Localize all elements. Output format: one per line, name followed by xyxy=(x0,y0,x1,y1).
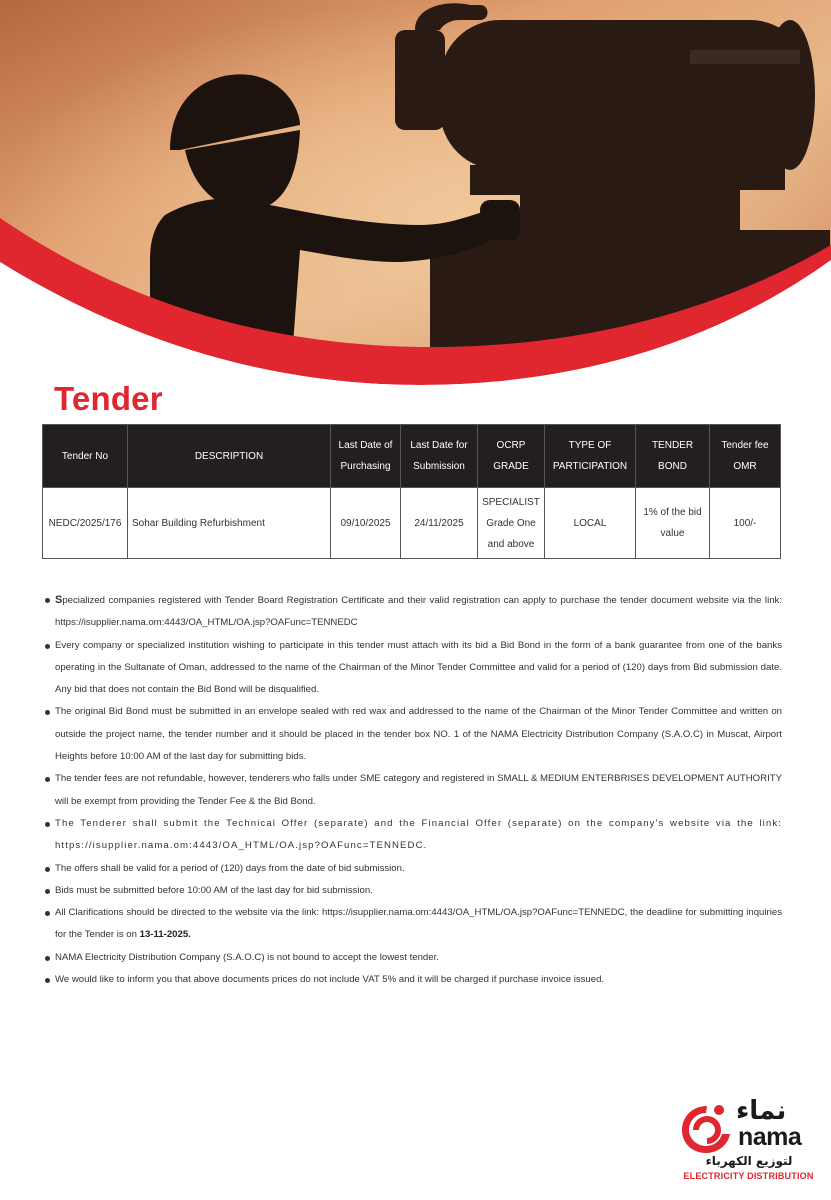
header-tender-no: Tender No xyxy=(43,425,128,488)
header-last-date-submission: Last Date for Submission xyxy=(401,425,478,488)
note-item-deadline: Bids must be submitted before 10:00 AM of the last day for bid submission. xyxy=(42,880,782,902)
banner-photo xyxy=(0,0,831,385)
cell-type-of-participation: LOCAL xyxy=(545,488,636,559)
header-last-date-purchasing: Last Date of Purchasing xyxy=(331,425,401,488)
table-header-row xyxy=(43,425,781,488)
nama-logo xyxy=(676,1096,821,1186)
cell-ocrp-grade: SPECIALIST Grade One and above xyxy=(478,488,545,559)
note-item-bid-bond: Every company or specialized institution wishing to participate in this tender must attach with its bid a Bid Bond in the form of a bank guarantee from one of the banks operating in the Sultanate of Oman, addressed to the name of the Chairman of the Minor Tender Committee and valid for a period of (120) days from Bid submission date. Any bid that does not contain the Bid Bond will be disqualified. xyxy=(42,635,782,702)
cell-last-date-purchasing: 09/10/2025 xyxy=(331,488,401,559)
note-item-vat: We would like to inform you that above documents prices do not include VAT 5% and it will be charged if purchase invoice issued. xyxy=(42,969,782,991)
header-banner xyxy=(0,0,831,385)
header-type-of-participation: TYPE OF PARTICIPATION xyxy=(545,425,636,488)
note-item-clarifications xyxy=(42,902,782,947)
cell-tender-bond: 1% of the bid value xyxy=(636,488,710,559)
logo-english-name: nama xyxy=(738,1123,802,1151)
header-ocrp-grade: OCRP GRADE xyxy=(478,425,545,488)
header-tender-fee: Tender fee OMR xyxy=(710,425,781,488)
note-text: pecialized companies registered with Tender Board Registration Certificate and their valid registration can apply to purchase the tender document website via the link: https://isupplier.nama.om:4443/OA_HTML/OA.jsp?OAFunc=TENNEDC xyxy=(55,595,782,629)
cell-tender-fee: 100/- xyxy=(710,488,781,559)
header-description: DESCRIPTION xyxy=(128,425,331,488)
note-item-validity: The offers shall be valid for a period of (120) days from the date of bid submission. xyxy=(42,858,782,880)
tender-table xyxy=(42,424,781,559)
page-title: Tender xyxy=(54,380,163,417)
table-row xyxy=(43,488,781,559)
note-item-offers-submission: The Tenderer shall submit the Technical Offer (separate) and the Financial Offer (separate) on the company's website via the link: https://isupplier.nama.om:4443/OA_HTML/OA.jsp?OAFunc=TENNEDC. xyxy=(42,813,782,858)
cell-description: Sohar Building Refurbishment xyxy=(128,488,331,559)
logo-arabic-name: نماء xyxy=(736,1096,787,1126)
note-text: All Clarifications should be directed to the website via the link: https://isupplier.nama.om:4443/OA_HTML/OA.jsp?OAFunc=TENNEDC, the deadline for submitting inquiries for the Tender is on xyxy=(55,907,782,941)
logo-arabic-subtitle: لتوزيع الكهرباء xyxy=(705,1154,793,1168)
logo-subtitle: ELECTRICITY DISTRIBUTION xyxy=(683,1171,814,1181)
note-item-original-bid-bond: The original Bid Bond must be submitted in an envelope sealed with red wax and addressed to the name of the Chairman of the Minor Tender Committee and written on outside the project name, the tender number and it should be placed in the tender box NO. 1 of the NAMA Electricity Distribution Company (S.A.O.C) in Muscat, Airport Heights before 10:00 AM of the last day for submitting bids. xyxy=(42,701,782,768)
inquiry-deadline-date: 13-11-2025. xyxy=(139,929,191,941)
cell-last-date-submission: 24/11/2025 xyxy=(401,488,478,559)
header-tender-bond: TENDER BOND xyxy=(636,425,710,488)
note-item-lowest-tender: NAMA Electricity Distribution Company (S.A.O.C) is not bound to accept the lowest tender. xyxy=(42,947,782,969)
cell-tender-no: NEDC/2025/176 xyxy=(43,488,128,559)
note-initial: S xyxy=(55,594,63,606)
note-item-registration xyxy=(42,589,782,635)
nama-logo-icon xyxy=(678,1100,736,1158)
tender-notes-list xyxy=(42,589,782,991)
note-item-fees: The tender fees are not refundable, however, tenderers who falls under SME category and registered in SMALL & MEDIUM ENTERBRISES DEVELOPMENT AUTHORITY will be exempt from providing the Tender Fee & the Bid Bond. xyxy=(42,768,782,813)
